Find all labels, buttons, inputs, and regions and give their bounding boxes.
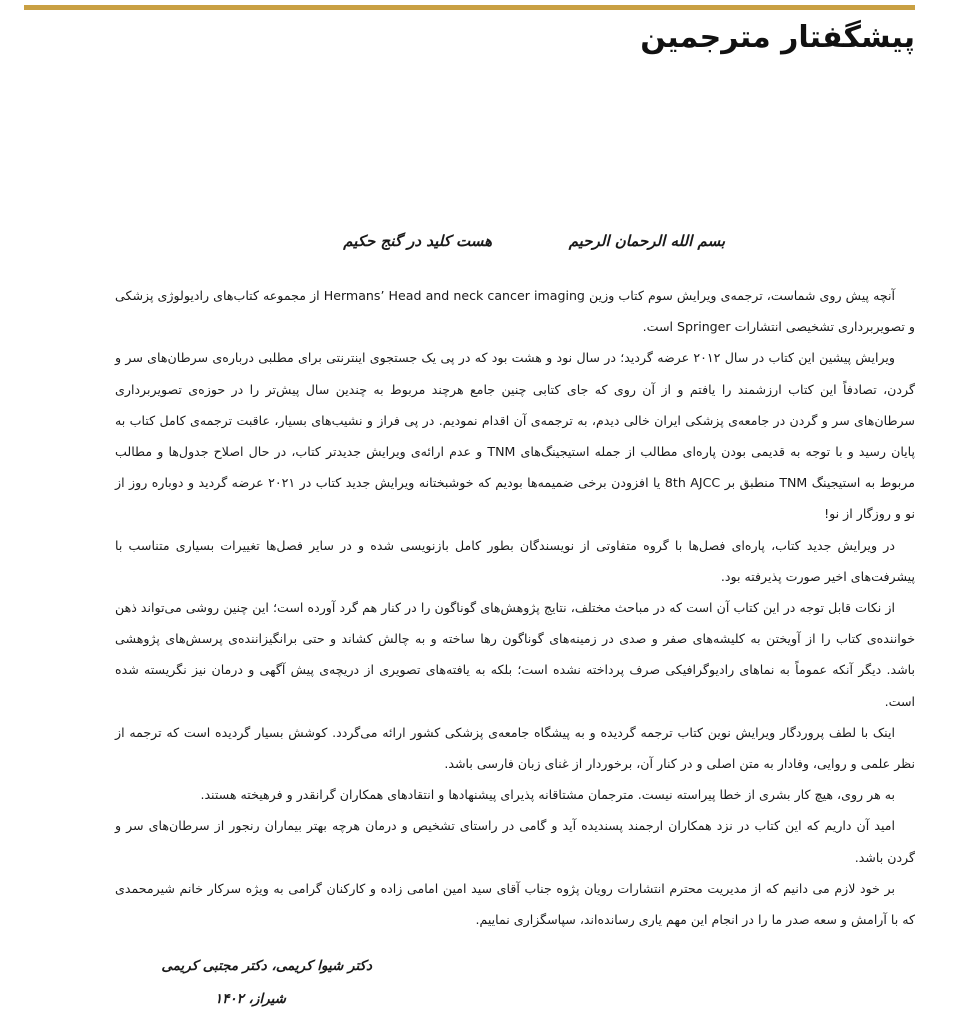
paragraph: به هر روی، هیچ کار بشری از خطا پیراسته نیست. مترجمان مشتاقانه پذیرای پیشنهادها و انتقادهای همکاران گرانقدر و فرهیخته هستند. xyxy=(200,787,895,803)
translator-names: دکتر شیوا کریمی، دکتر مجتبی کریمی xyxy=(161,958,372,974)
page-title: پیشگفتار مترجمین xyxy=(640,20,915,55)
opening-verses xyxy=(0,232,970,258)
place-and-date: شیراز، ۱۴۰۲ xyxy=(214,991,286,1007)
paragraph: بر خود لازم می دانیم که از مدیریت محترم انتشارات رویان پژوه جناب آقای سید امین امامی زاده و کارکنان گرامی به ویژه سرکار خانم شیرمحمدی که با آرامش و سعه صدر ما را در انجام این مهم یاری رسانده‌اند، سپاسگزاری نماییم. xyxy=(115,880,915,928)
paragraph: ویرایش پیشین این کتاب در سال ۲۰۱۲ عرضه گردید؛ در سال نود و هشت بود که در پی یک جستجوی اینترنتی برای مطلبی درباره‌ی سرطان‌های سر و گردن، تصادفاً این کتاب ارزشمند را یافتم و از آن روی که جای کتابی چنین جامع هرچند مربوط به چندین سال پیش‌تر را در حوزه‌ی تصویربرداری سرطان‌های سر و گردن در جامعه‌ی پزشکی ایران خالی دیدم، به ترجمه‌ی آن اقدام نمودیم. در پی فراز و نشیب‌های بسیار، عاقبت ترجمه‌ی کامل کتاب به پایان رسید و با توجه به قدیمی بودن پاره‌ای مطالب از جمله استیجینگ‌های TNM و عدم ارائه‌ی ویرایش جدیدتر کتاب، در حال اصلاح جدول‌ها و مطالب مربوط به استیجینگ TNM منطبق بر 8th AJCC یا افزودن برخی ضمیمه‌ها بودیم که خوشبختانه ویرایش جدید کتاب در ۲۰۲۱ عرضه گردید و دوباره روز از نو و روزگار از نو! xyxy=(115,350,915,522)
paragraph: امید آن داریم که این کتاب در نزد همکاران ارجمند پسندیده آید و گامی در راستای تشخیص و درمان هرچه بهتر بیماران رنجور از سرطان‌های سر و گردن باشد. xyxy=(115,818,915,865)
paragraph: آنچه پیش روی شماست، ترجمه‌ی ویرایش سوم کتاب وزین Hermans’ Head and neck cancer imaging از مجموعه کتاب‌های رادیولوژی پزشکی و تصویربرداری تشخیصی انتشارات Springer است. xyxy=(115,288,915,335)
preface-body xyxy=(115,280,915,935)
poem-verse: هست کلید در گنج حکیم xyxy=(343,232,492,250)
paragraph: اینک با لطف پروردگار ویرایش نوین کتاب ترجمه گردیده و به پیشگاه جامعه‌ی پزشکی کشور ارائه می‌گردد. کوشش بسیار گردیده است که ترجمه از نظر علمی و روایی، وفادار به متن اصلی و در کنار آن، برخوردار از غنای زبان فارسی باشد. xyxy=(115,724,915,772)
paragraph: در ویرایش جدید کتاب، پاره‌ای فصل‌ها با گروه متفاوتی از نویسندگان بطور کامل بازنویسی شده و در سایر فصل‌ها تغییرات بسیاری متناسب با پیشرفت‌های اخیر صورت پذیرفته بود. xyxy=(115,537,915,584)
paragraph: از نکات قابل توجه در این کتاب آن است که در مباحث مختلف، نتایج پژوهش‌های گوناگون را در کنار هم گرد آورده است؛ این چنین روشی می‌تواند ذهن خواننده‌ی کتاب را از آویختن به کلیشه‌های صفر و صدی در زمینه‌های گوناگون رها ساخته و به چالش کشاند و حتی برانگیزاننده‌ی پرسش‌های پژوهشی باشد. دیگر آنکه عموماً به نماهای رادیوگرافیکی صرف پرداخته نشده است؛ بلکه به یافته‌های تصویری از دریچه‌ی پیش آگهی و درمان نیز نگریسته شده است. xyxy=(115,600,915,709)
top-accent-rule xyxy=(24,5,915,10)
basmala-verse: بسم الله الرحمان الرحیم xyxy=(568,232,725,250)
